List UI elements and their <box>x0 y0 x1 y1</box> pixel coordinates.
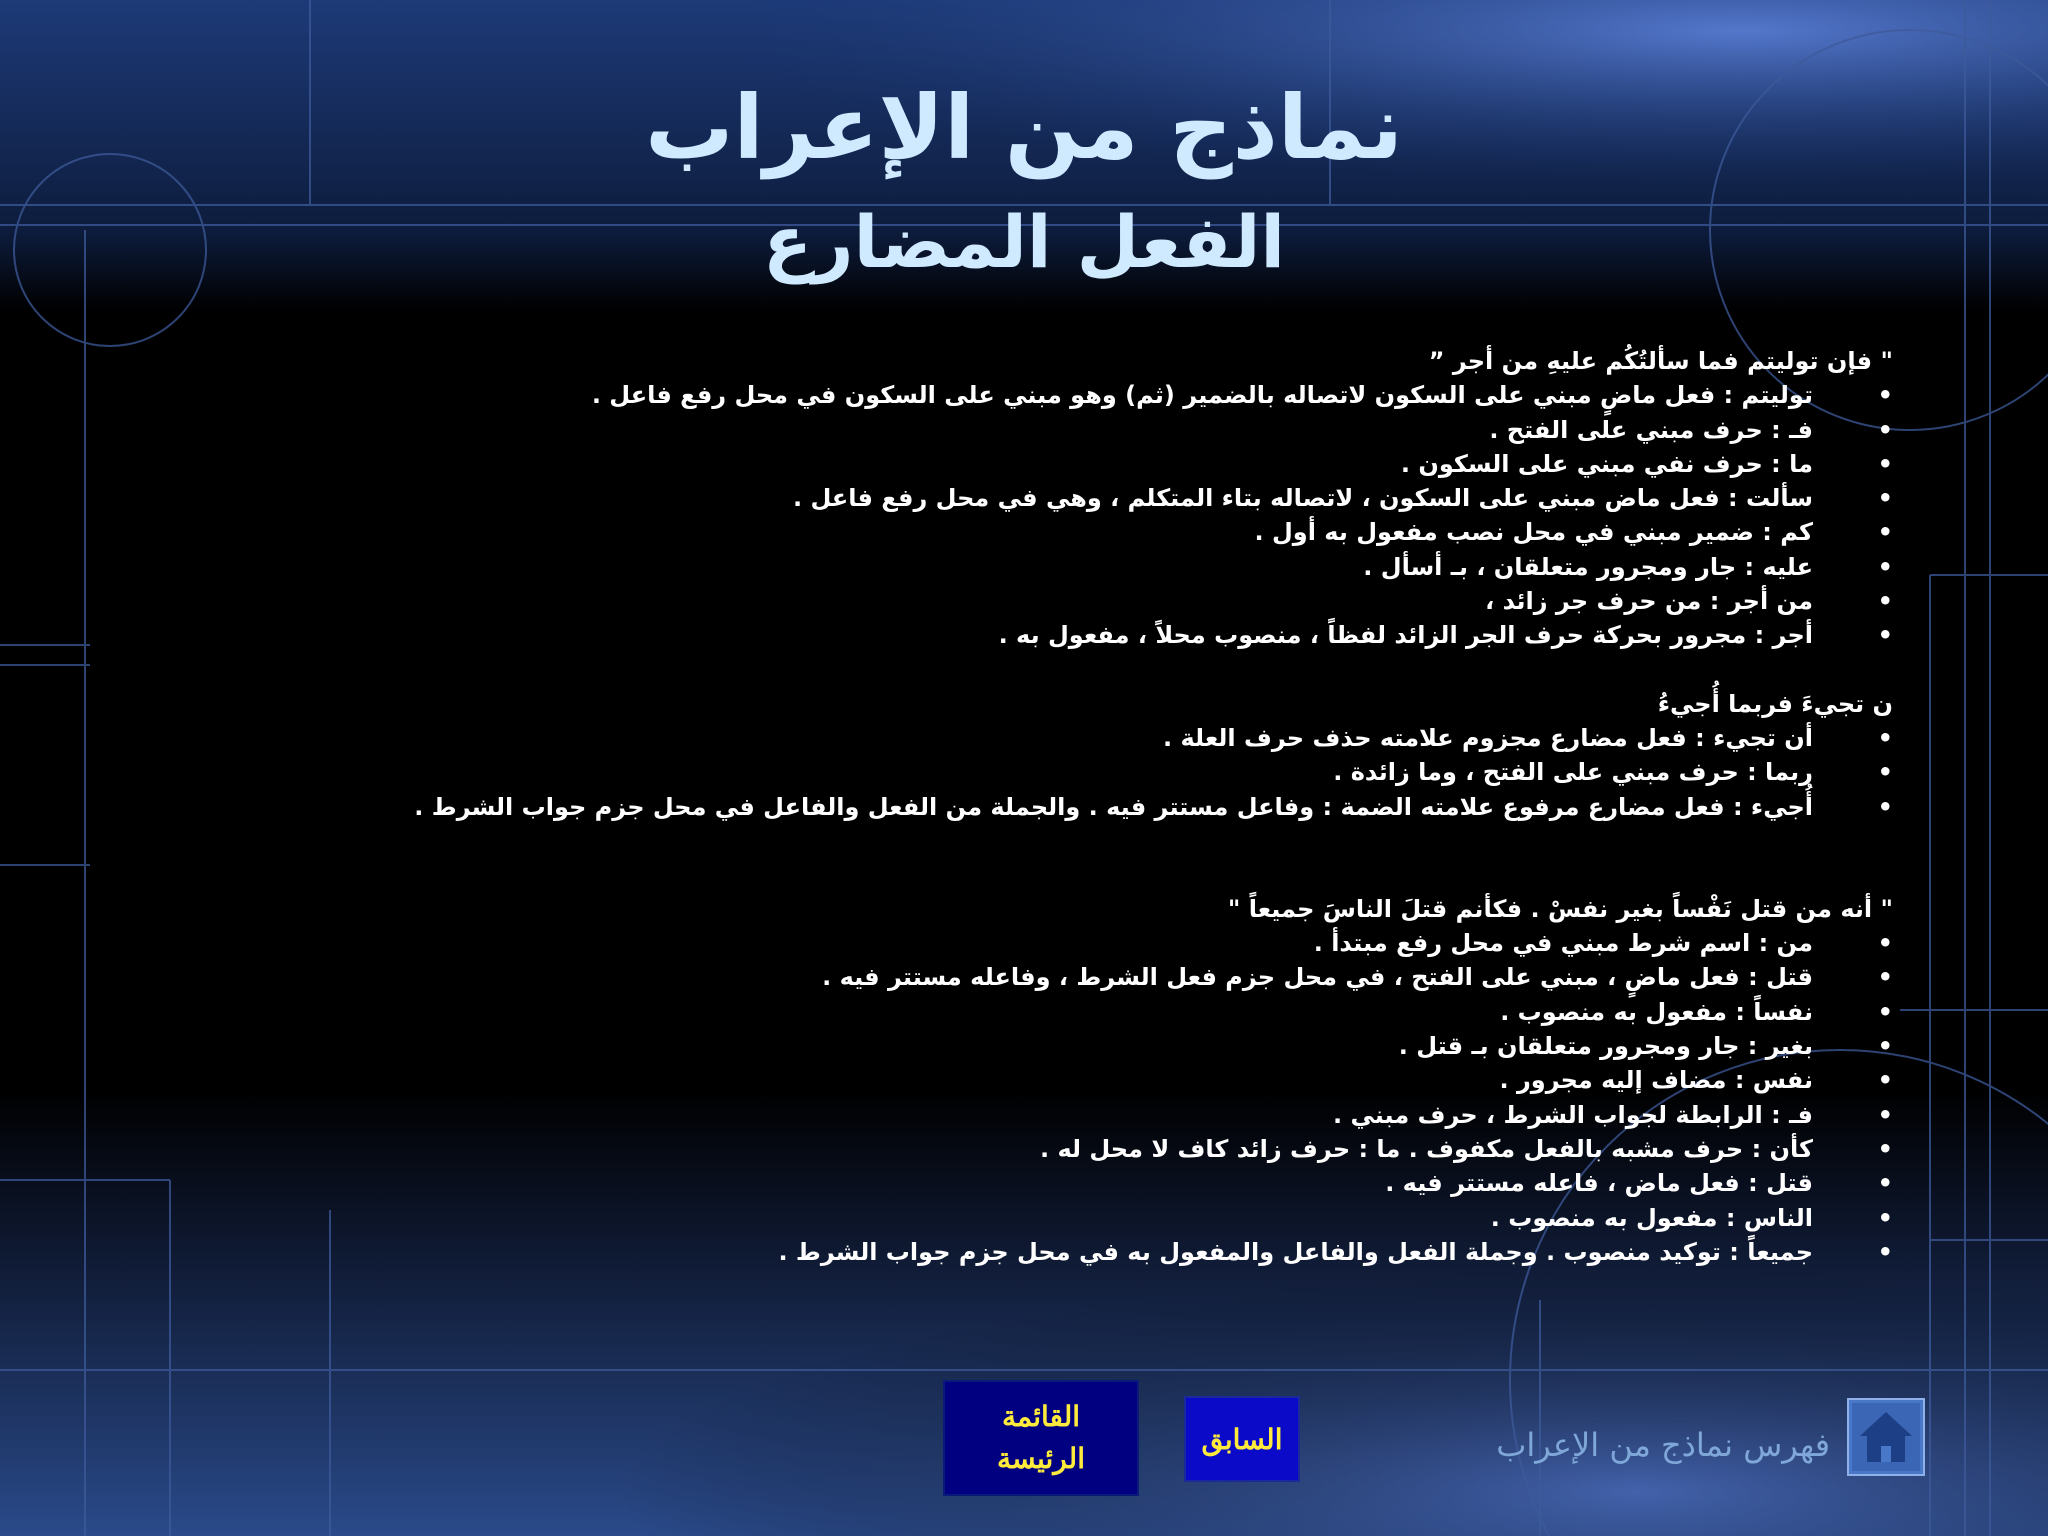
list-item: • توليتم : فعل ماضٍ مبني على السكون لاتصاله بالضمير (ثم) وهو مبني على السكون في محل رفع فاعل . <box>133 378 1893 412</box>
main-menu-label-line2: الرئيسة <box>997 1443 1085 1474</box>
section-2 <box>133 687 1893 824</box>
section-1 <box>133 344 1893 653</box>
previous-label: السابق <box>1201 1423 1283 1455</box>
spacer <box>133 653 1893 687</box>
list-item: • ما : حرف نفي مبني على السكون . <box>133 447 1893 481</box>
list-item: • جميعاً : توكيد منصوب . وجملة الفعل والفاعل والمفعول به في محل جزم جواب الشرط . <box>133 1235 1893 1269</box>
list-item: • أُجيء : فعل مضارع مرفوع علامته الضمة : وفاعل مستتر فيه . والجملة من الفعل والفاعل في محل جزم جواب الشرط . <box>133 790 1893 824</box>
section-heading: ن تجيءَ فربما أُجيءُ <box>1657 689 1893 718</box>
main-menu-label <box>997 1396 1085 1480</box>
list-item: • بغير : جار ومجرور متعلقان بـ قتل . <box>133 1029 1893 1063</box>
list-item: • قتل : فعل ماضٍ ، مبني على الفتح ، في محل جزم فعل الشرط ، وفاعله مستتر فيه . <box>133 960 1893 994</box>
list-item: • من أجر : من حرف جر زائد ، <box>133 584 1893 618</box>
section-heading: " أنه من قتل نَفْساً بغير نفسْ . فكأنم قتلَ الناسَ جميعاً " <box>1227 894 1893 923</box>
main-menu-button[interactable] <box>943 1380 1139 1496</box>
slide-content <box>133 344 1893 1269</box>
list-item: • نفس : مضاف إليه مجرور . <box>133 1063 1893 1097</box>
list-item: • أجر : مجرور بحركة حرف الجر الزائد لفظاً ، منصوب محلاً ، مفعول به . <box>133 618 1893 652</box>
list-item: • الناس : مفعول به منصوب . <box>133 1201 1893 1235</box>
bullet-list <box>133 378 1893 652</box>
list-item: • كم : ضمير مبني في محل نصب مفعول به أول . <box>133 515 1893 549</box>
list-item: • كأن : حرف مشبه بالفعل مكفوف . ما : حرف زائد كاف لا محل له . <box>133 1132 1893 1166</box>
home-icon[interactable] <box>1847 1398 1925 1476</box>
list-item: • سألت : فعل ماض مبني على السكون ، لاتصاله بتاء المتكلم ، وهي في محل رفع فاعل . <box>133 481 1893 515</box>
list-item: • قتل : فعل ماض ، فاعله مستتر فيه . <box>133 1166 1893 1200</box>
list-item: • فـ : الرابطة لجواب الشرط ، حرف مبني . <box>133 1098 1893 1132</box>
bullet-list <box>133 926 1893 1269</box>
bullet-list <box>133 721 1893 824</box>
section-3 <box>133 892 1893 1269</box>
list-item: • أن تجيء : فعل مضارع مجزوم علامته حذف حرف العلة . <box>133 721 1893 755</box>
index-link[interactable]: فهرس نماذج من الإعراب <box>1496 1426 1830 1464</box>
previous-button[interactable] <box>1184 1396 1300 1482</box>
list-item: • عليه : جار ومجرور متعلقان ، بـ أسأل . <box>133 550 1893 584</box>
section-heading: " فإن توليتم فما سألتُكُم عليهِ من أجر ” <box>1428 347 1893 375</box>
list-item: • من : اسم شرط مبني في محل رفع مبتدأ . <box>133 926 1893 960</box>
list-item: • نفساً : مفعول به منصوب . <box>133 995 1893 1029</box>
spacer <box>133 824 1893 892</box>
list-item: • ربما : حرف مبني على الفتح ، وما زائدة . <box>133 755 1893 789</box>
main-menu-label-line1: القائمة <box>1002 1401 1080 1432</box>
slide-title: نماذج من الإعراب <box>645 76 1403 179</box>
list-item: • فـ : حرف مبني على الفتح . <box>133 413 1893 447</box>
slide-subtitle: الفعل المضارع <box>762 200 1286 284</box>
